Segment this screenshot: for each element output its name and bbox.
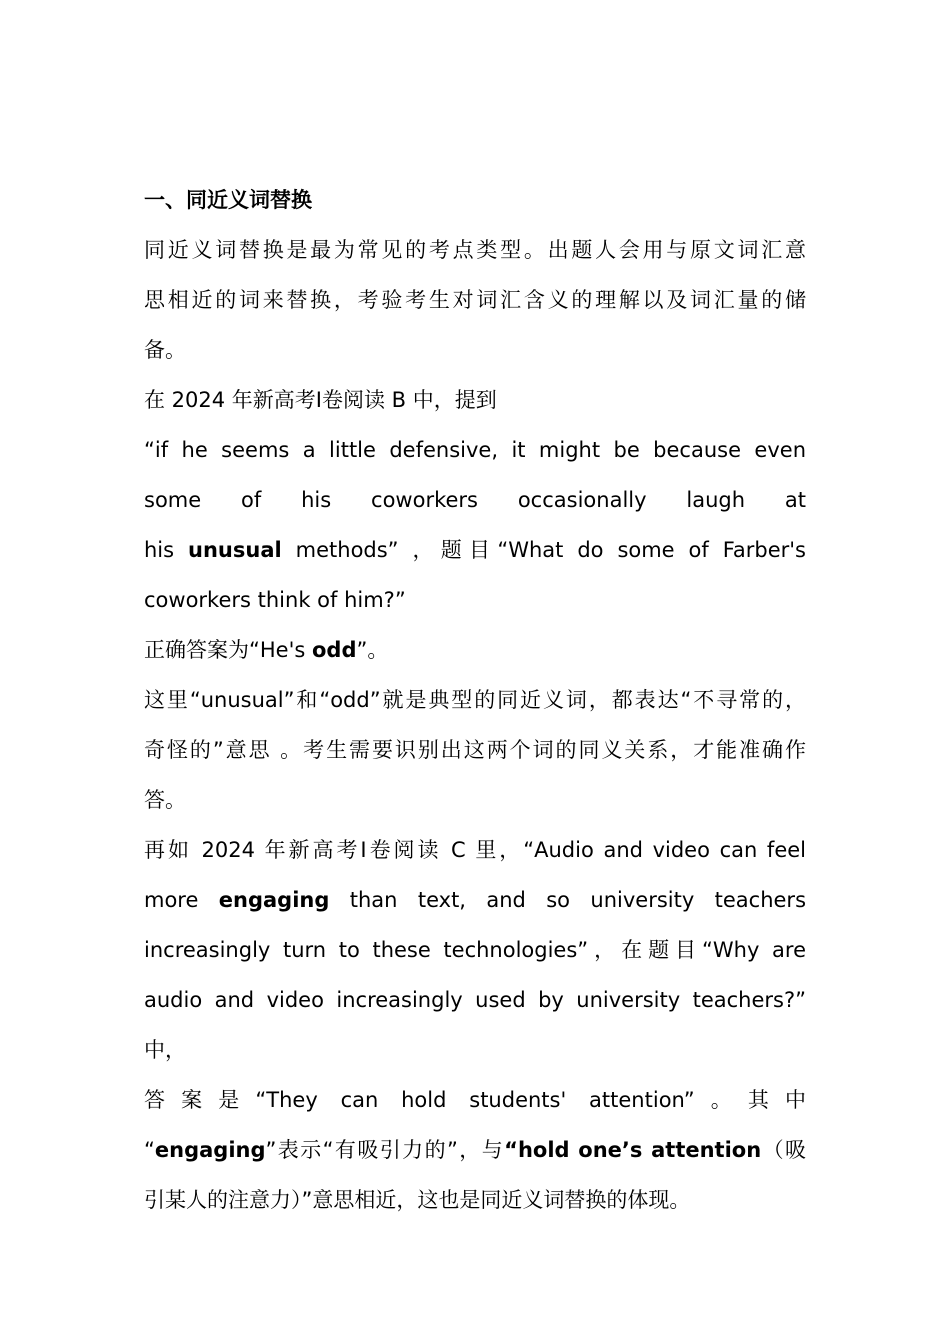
text-segment: 正确答案为“He's <box>144 638 312 662</box>
example1-explanation-line: 奇怪的”意思 。考生需要识别出这两个词的同义关系，才能准确作 <box>144 738 806 762</box>
example1-quote-line: coworkers think of him?” <box>144 588 406 612</box>
example1-intro: 在 2024 年新高考Ⅰ卷阅读 B 中，提到 <box>144 388 497 412</box>
example1-explanation-line: 答。 <box>144 788 186 812</box>
example2-line: 中， <box>144 1038 186 1062</box>
text-segment: “ <box>144 1138 155 1162</box>
text-segment: methods” ，题目“What do some of Farber's <box>281 538 806 562</box>
text-segment: than text, and so university teachers <box>329 888 806 912</box>
example1-explanation-line: 这里“unusual”和“odd”就是典型的同近义词，都表达“不寻常的， <box>144 688 806 712</box>
keyword-odd: odd <box>311 638 357 662</box>
keyword-engaging: engaging <box>218 888 330 912</box>
example1-answer <box>144 625 806 675</box>
example2-line: audio and video increasingly used by university teachers?” <box>144 988 806 1012</box>
text-segment: （吸 <box>761 1138 806 1162</box>
text-segment: ”。 <box>356 638 389 662</box>
keyword-engaging: engaging <box>154 1138 266 1162</box>
example2-answer-line: 答案是“They can hold students' attention”。其中 <box>144 1088 806 1112</box>
paragraph-line: 同近义词替换是最为常见的考点类型。出题人会用与原文词汇意 <box>144 238 806 262</box>
keyword-unusual: unusual <box>188 538 282 562</box>
text-segment: his <box>144 538 189 562</box>
text-segment: ”表示“有吸引力的”，与 <box>265 1138 505 1162</box>
example1-quote-line: some of his coworkers occasionally laugh at <box>144 488 806 512</box>
section-heading: 一、同近义词替换 <box>144 188 312 212</box>
example2-line: 引某人的注意力）”意思相近，这也是同近义词替换的体现。 <box>144 1188 691 1212</box>
example2-line: increasingly turn to these technologies”，在题目“Why are <box>144 938 806 962</box>
example1-quote-line <box>144 525 806 575</box>
keyword-hold-attention: “hold one’s attention <box>504 1138 762 1162</box>
example2-line <box>144 875 806 925</box>
text-segment: more <box>144 888 219 912</box>
paragraph-line: 备。 <box>144 338 186 362</box>
example2-line: 再如 2024 年新高考Ⅰ卷阅读 C 里，“Audio and video can feel <box>144 838 806 862</box>
example2-line <box>144 1125 806 1175</box>
document-body <box>144 175 806 1225</box>
paragraph-line: 思相近的词来替换，考验考生对词汇含义的理解以及词汇量的储 <box>144 288 806 312</box>
example1-quote-line: “if he seems a little defensive, it might be because even <box>144 438 806 462</box>
